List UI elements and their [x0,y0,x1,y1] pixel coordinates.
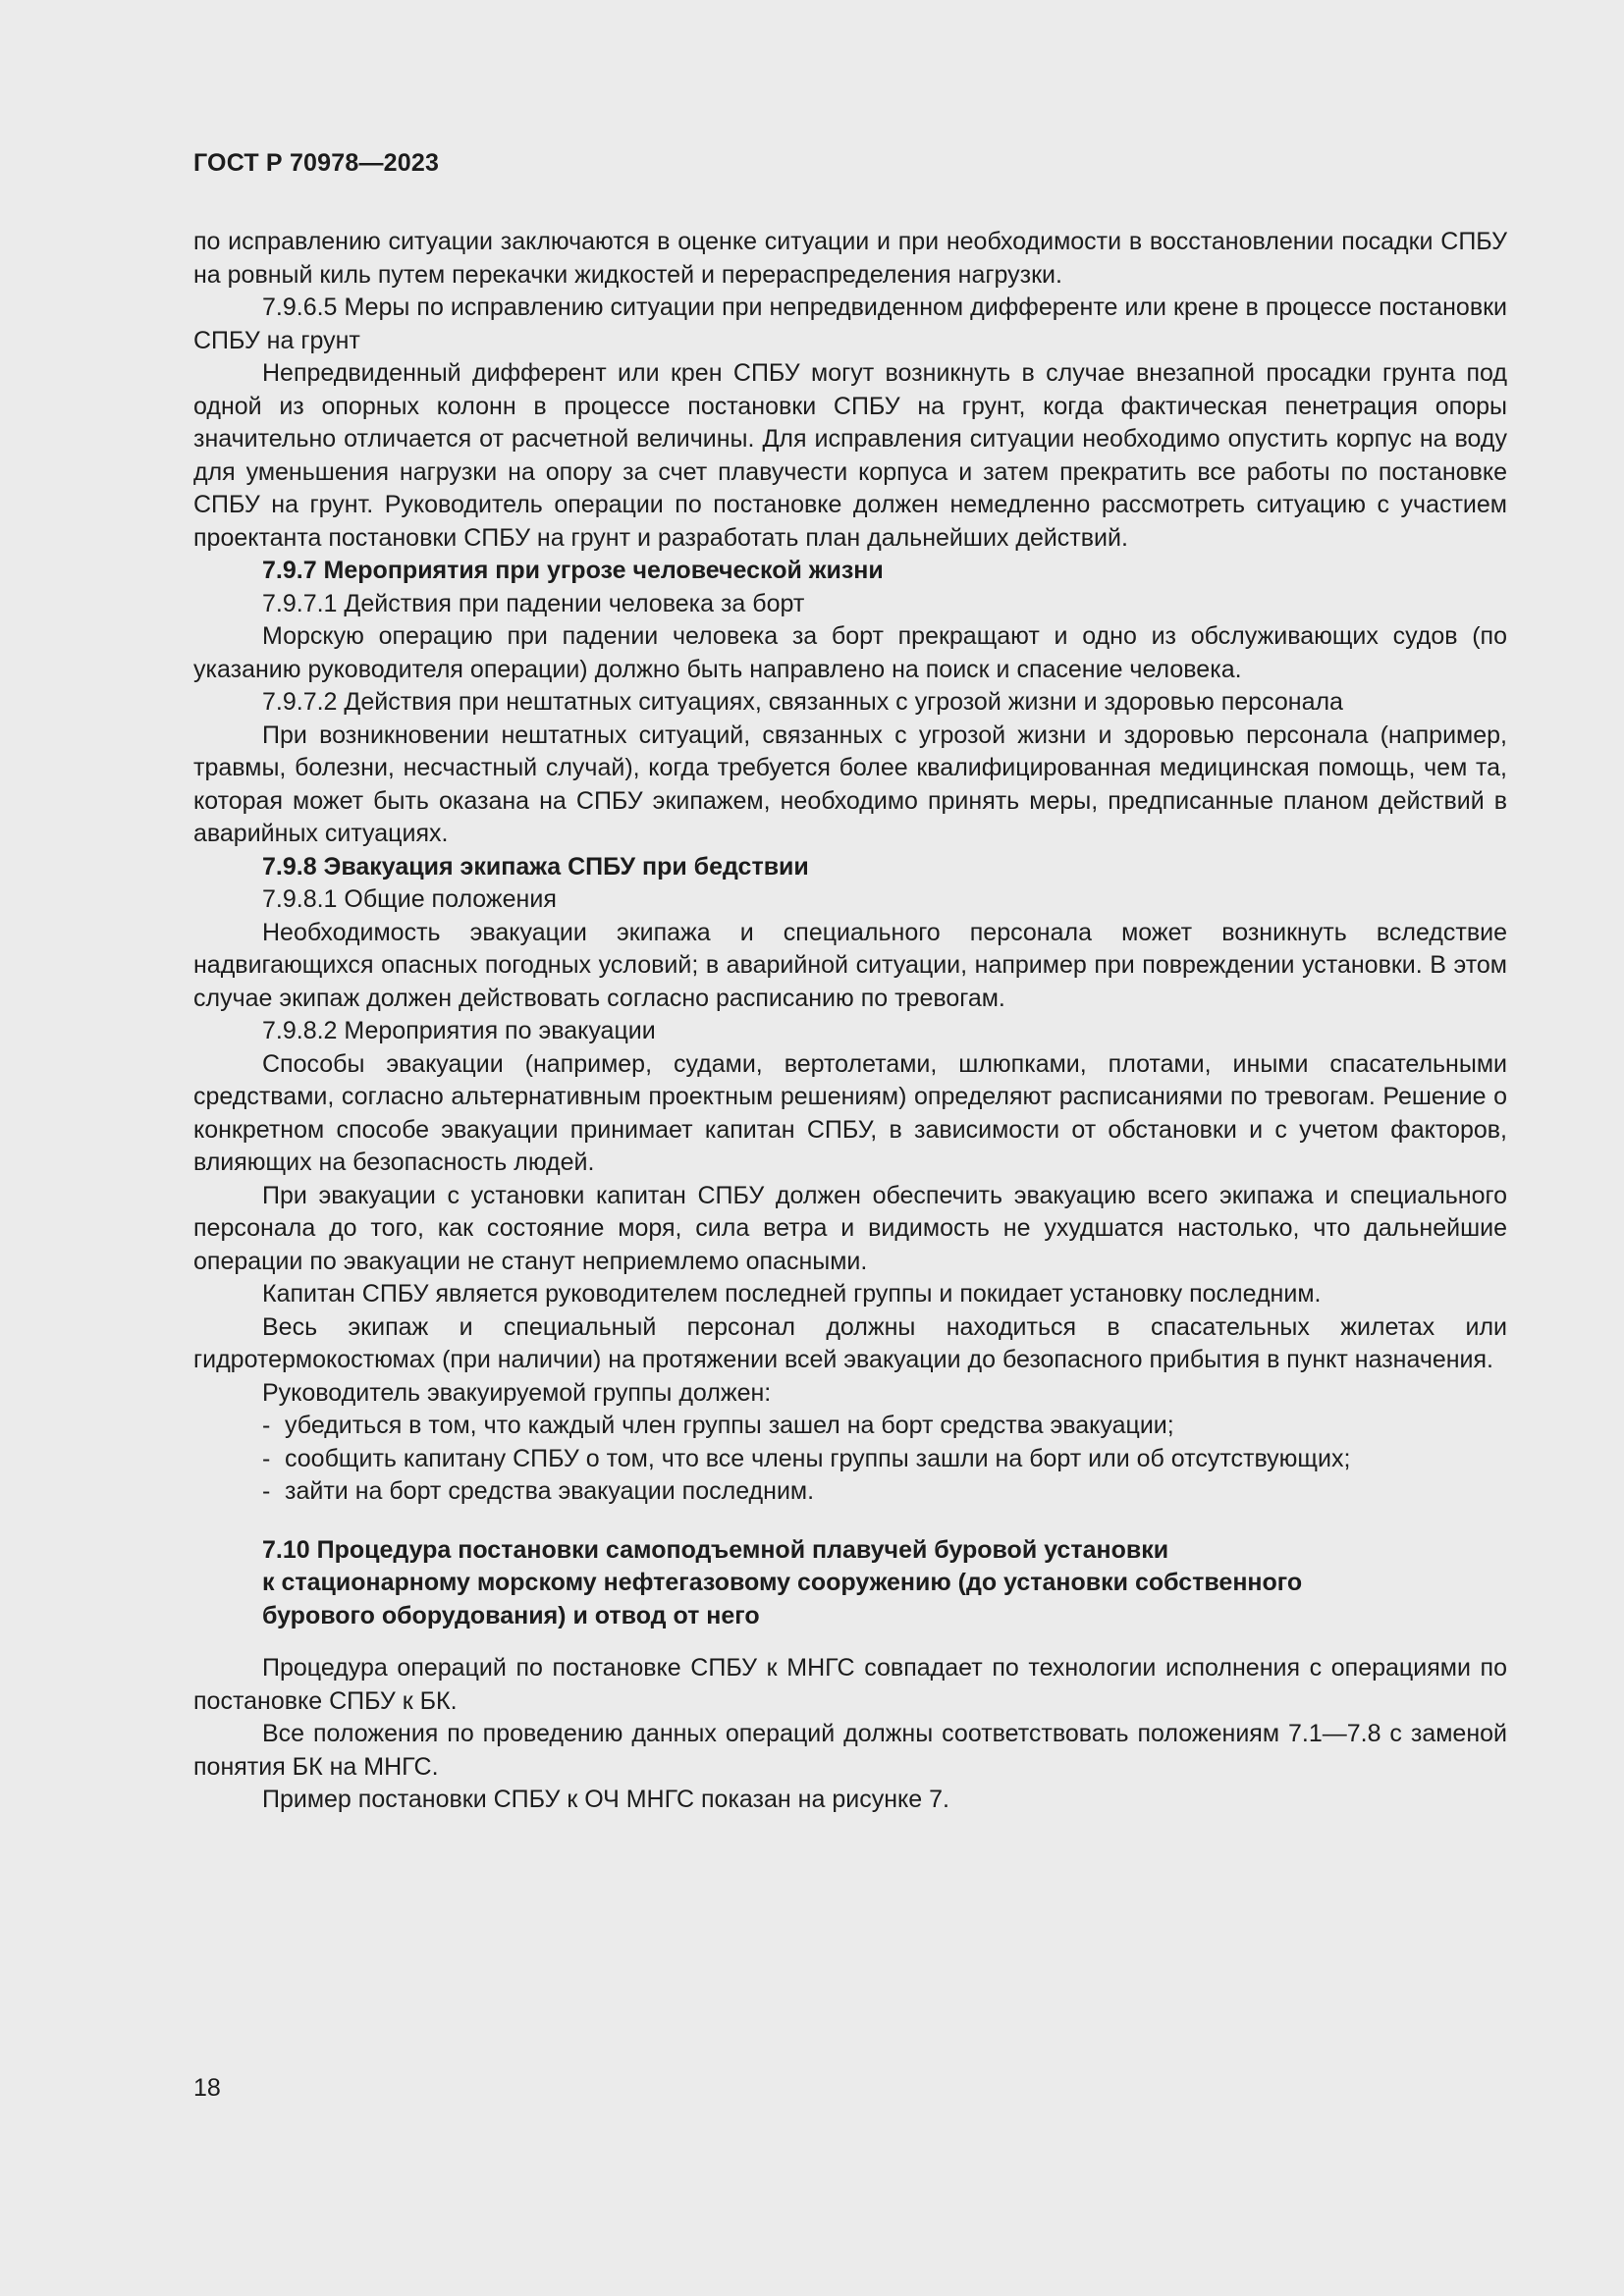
subsection-title: 7.9.7.2 Действия при нештатных ситуациях, связанных с угрозой жизни и здоровью персонала [262,688,1343,716]
document-body [193,226,1507,1817]
subsection-heading: 7.9.7 Мероприятия при угрозе человеческой жизни [262,557,884,584]
page-number: 18 [193,2074,221,2102]
paragraph: Способы эвакуации (например, судами, вертолетами, шлюпками, плотами, иными спасательными средствами, согласно альтернативным проектным решениям) определяют расписаниями по тревогам. Решение о конкретном способе эвакуации принимает капитан СПБУ, в зависимости от обстановки и с учетом факторов, влияющих на безопасность людей. [193,1049,1507,1176]
dash-list [193,1410,1507,1509]
paragraph: Процедура операций по постановке СПБУ к МНГС совпадает по технологии исполнения с операциями по постановке СПБУ к БК. [193,1654,1507,1715]
list-item: - сообщить капитану СПБУ о том, что все члены группы зашли на борт или об отсутствующих; [262,1443,1507,1476]
paragraph: Руководитель эвакуируемой группы должен: [262,1378,772,1407]
subsection-title: 7.9.7.1 Действия при падении человека за борт [262,589,805,617]
section-heading-line: 7.10 Процедура постановки самоподъемной плавучей буровой установки [262,1535,1169,1564]
subsection-title: 7.9.8.2 Мероприятия по эвакуации [262,1017,656,1044]
section-heading [193,1534,1507,1633]
document-header: ГОСТ Р 70978—2023 [193,149,440,177]
paragraph: Морскую операцию при падении человека за борт прекращают и одно из обслуживающих судов (по указанию руководителя операции) должно быть направлено на поиск и спасение человека. [193,622,1507,683]
section-heading-line: к стационарному морскому нефтегазовому сооружению (до установки собственного [262,1569,1303,1596]
paragraph: При возникновении нештатных ситуаций, связанных с угрозой жизни и здоровью персонала (например, травмы, болезни, несчастный случай), когда требуется более квалифицированная медицинская помощь, чем та, которая может быть оказана на СПБУ экипажем, необходимо принять меры, предписанные планом действий в аварийных ситуациях. [193,721,1507,847]
paragraph: Пример постановки СПБУ к ОЧ МНГС показан на рисунке 7. [262,1786,949,1813]
subsection-heading: 7.9.8 Эвакуация экипажа СПБУ при бедствии [262,852,809,881]
paragraph: При эвакуации с установки капитан СПБУ должен обеспечить эвакуацию всего экипажа и специального персонала до того, как состояние моря, сила ветра и видимость не ухудшатся настолько, что дальнейшие операции по эвакуации не станут неприемлемо опасными. [193,1181,1507,1275]
paragraph: Необходимость эвакуации экипажа и специального персонала может возникнуть вследствие надвигающихся опасных погодных условий; в аварийной ситуации, например при повреждении установки. В этом случае экипаж должен действовать согласно расписанию по тревогам. [193,918,1507,1012]
section-heading-line: бурового оборудования) и отвод от него [262,1601,760,1629]
subsection-title: 7.9.6.5 Меры по исправлению ситуации при непредвиденном дифференте или крене в процессе постановки СПБУ на грунт [193,294,1507,354]
paragraph: Капитан СПБУ является руководителем последней группы и покидает установку последним. [262,1280,1322,1308]
paragraph: Весь экипаж и специальный персонал должны находиться в спасательных жилетах или гидротермокостюмах (при наличии) на протяжении всей эвакуации до безопасного прибытия в пункт назначения. [193,1312,1507,1373]
paragraph: по исправлению ситуации заключаются в оценке ситуации и при необходимости в восстановлении посадки СПБУ на ровный киль путем перекачки жидкостей и перераспределения нагрузки. [193,228,1507,289]
paragraph: Все положения по проведению данных операций должны соответствовать положениям 7.1—7.8 с заменой понятия БК на МНГС. [193,1720,1507,1781]
list-item: - убедиться в том, что каждый член группы зашел на борт средства эвакуации; [262,1410,1507,1443]
list-item: - зайти на борт средства эвакуации последним. [262,1475,1507,1509]
paragraph: Непредвиденный дифферент или крен СПБУ могут возникнуть в случае внезапной просадки грунта под одной из опорных колонн в процессе постановки СПБУ на грунт, когда фактическая пенетрация опоры значительно отличается от расчетной величины. Для исправления ситуации необходимо опустить корпус на воду для уменьшения нагрузки на опору за счет плавучести корпуса и затем прекратить все работы по постановке СПБУ на грунт. Руководитель операции по постановке должен немедленно рассмотреть ситуацию с участием проектанта постановки СПБУ на грунт и разработать план дальнейших действий. [193,359,1507,552]
subsection-title: 7.9.8.1 Общие положения [262,885,557,913]
